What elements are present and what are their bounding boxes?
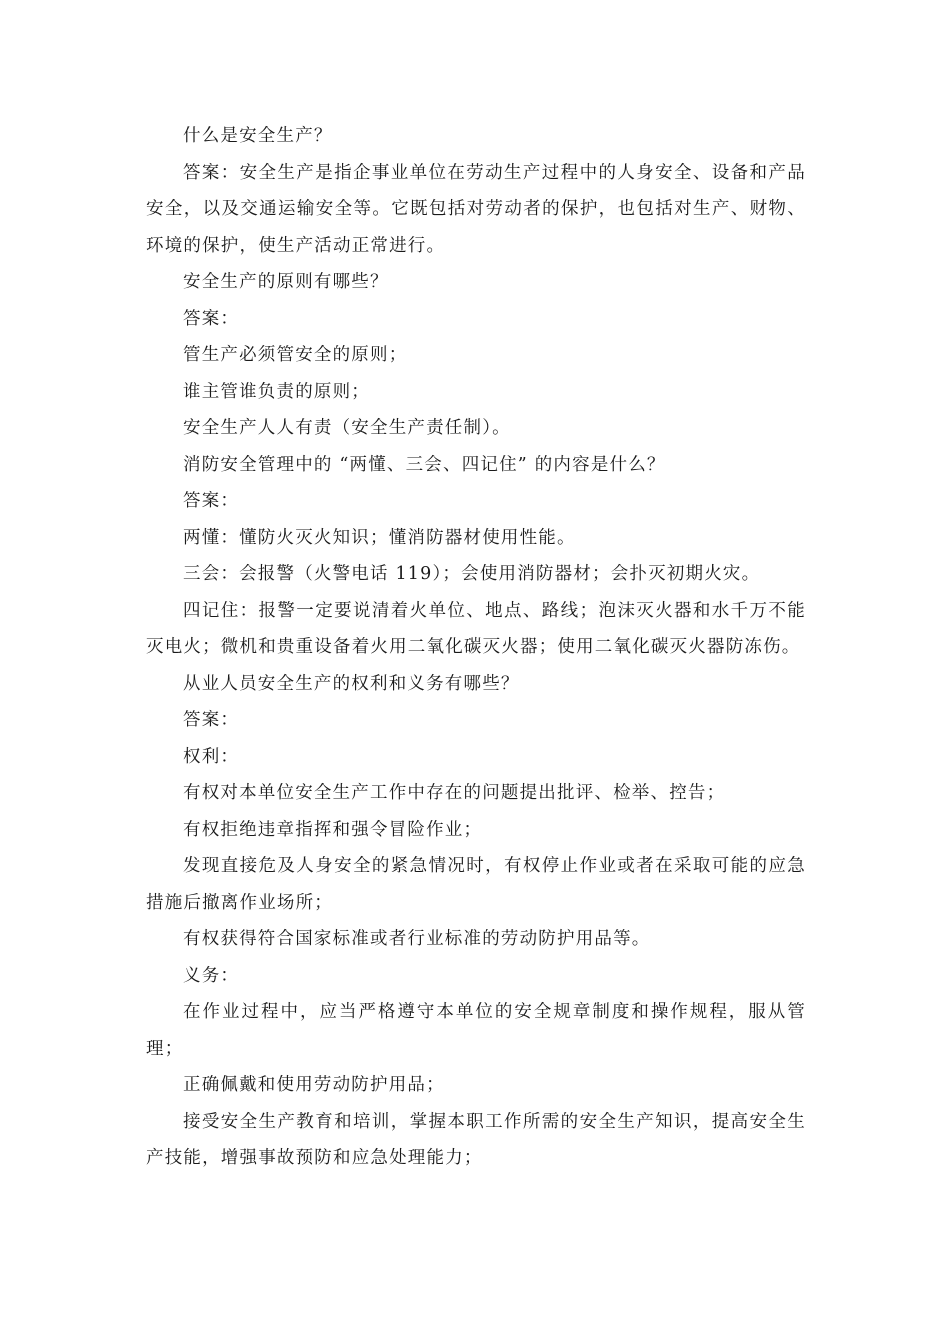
question-safety-principles: 安全生产的原则有哪些？ <box>183 272 389 292</box>
list-item: 四记住：报警一定要说清着火单位、地点、路线；泡沫灭火器和水千万不能灭电火；微机和贵重设备着火用二氧化碳灭火器；使用二氧化碳灭火器防冻伤。 <box>146 600 806 657</box>
list-item: 有权拒绝违章指挥和强令冒险作业； <box>183 819 483 840</box>
question-what-is-safety-production: 什么是安全生产？ <box>183 126 333 146</box>
list-item: 发现直接危及人身安全的紧急情况时，有权停止作业或者在采取可能的应急措施后撤离作业场所； <box>146 856 806 913</box>
answer-label: 答案： <box>183 710 240 730</box>
list-item: 安全生产人人有责（安全生产责任制）。 <box>183 418 511 438</box>
question-fire-safety: 消防安全管理中的 “两懂、三会、四记住” 的内容是什么？ <box>183 454 666 475</box>
document-body <box>146 118 806 1177</box>
list-item: 管生产必须管安全的原则； <box>183 345 408 365</box>
answer-label: 答案： <box>183 491 240 511</box>
list-item: 三会：会报警（火警电话 119）；会使用消防器材；会扑灭初期火灾。 <box>183 564 761 584</box>
section-label-rights: 权利： <box>183 746 240 767</box>
list-item: 谁主管谁负责的原则； <box>183 381 370 402</box>
list-item: 正确佩戴和使用劳动防护用品； <box>183 1075 445 1095</box>
question-rights-and-duties: 从业人员安全生产的权利和义务有哪些？ <box>183 673 520 694</box>
answer-paragraph: 答案：安全生产是指企事业单位在劳动生产过程中的人身安全、设备和产品安全，以及交通运输安全等。它既包括对劳动者的保护，也包括对生产、财物、环境的保护，使生产活动正常进行。 <box>146 162 806 256</box>
list-item: 有权获得符合国家标准或者行业标准的劳动防护用品等。 <box>183 929 651 949</box>
section-label-duties: 义务： <box>183 965 240 986</box>
list-item: 在作业过程中，应当严格遵守本单位的安全规章制度和操作规程，服从管理； <box>146 1002 806 1059</box>
list-item: 两懂：懂防火灭火知识；懂消防器材使用性能。 <box>183 527 576 548</box>
answer-label: 答案： <box>183 308 240 329</box>
list-item: 有权对本单位安全生产工作中存在的问题提出批评、检举、控告； <box>183 783 726 803</box>
list-item: 接受安全生产教育和培训，掌握本职工作所需的安全生产知识，提高安全生产技能，增强事故预防和应急处理能力； <box>146 1111 806 1168</box>
